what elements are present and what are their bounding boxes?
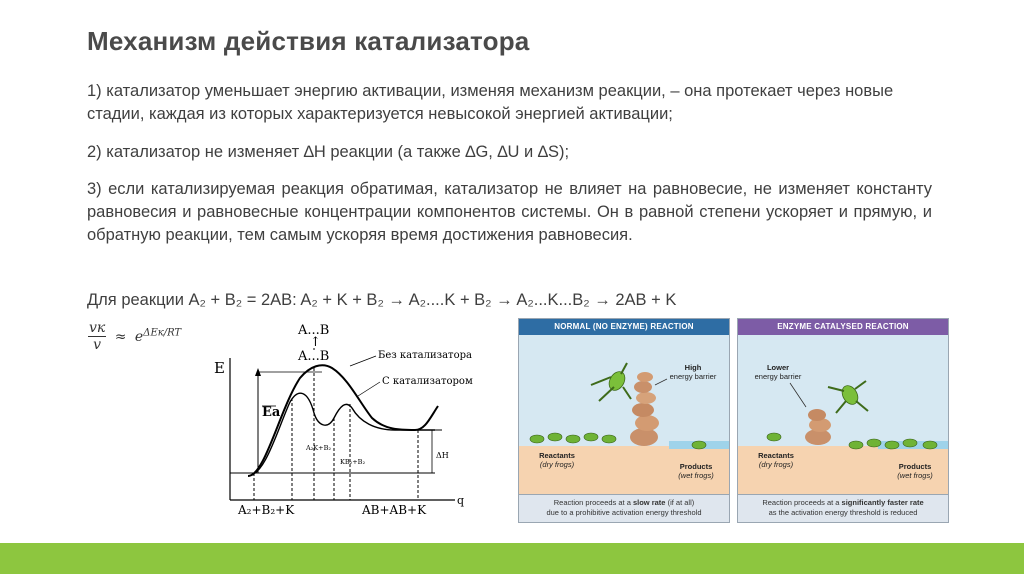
enzyme-reaction-panel [737,318,949,523]
paragraph-2: 2) катализатор не изменяет ∆H реакции (а также ∆G, ∆U и ∆S); [87,143,570,161]
exponential [135,329,181,345]
products-title: Products [898,462,932,471]
rock [637,372,653,382]
footer-text: Reaction proceeds at a [762,498,842,507]
reaction-scheme: Для реакции A₂ + B₂ = 2AB: A₂ + K + B₂ → A₂....K + B₂ → A₂...K...B₂ → 2AB + K [87,291,677,309]
footer-text: Reaction proceeds at a [553,498,633,507]
rock [632,403,654,417]
footer-text: as the activation energy threshold is reduced [768,508,918,517]
products-label [886,462,944,480]
reactants-title: Reactants [758,451,794,460]
slide-title: Механизм действия катализатора [87,26,530,56]
barrier-label-bold: High [684,363,702,372]
fraction-numerator: vк [89,320,106,336]
barrier-label-text: energy barrier [669,372,717,381]
products-sub: (wet frogs) [897,471,933,480]
y-axis-label: E [214,359,225,377]
curve-label-uncatalysed: Без катализатора [378,350,472,361]
curve-label-catalysed: С катализатором [382,376,473,387]
footer-bold: significantly faster rate [841,498,924,507]
panel-footer [519,494,729,522]
dry-frogs-icon [767,433,781,441]
enzyme-illustration [738,319,948,522]
top-arrow-glyph: ↑ [310,335,321,350]
label-leader [350,356,376,366]
exp-base: e [134,329,144,346]
paragraph-1: 1) катализатор уменьшает энергию активации, изменяя механизм реакции, – она протекает через новые стадии, каждая из которых характеризуется невысокой энергией активации; [87,82,894,123]
top-label-2: A...B [298,349,330,364]
intermediate-1: A₂K+B₂ [306,444,331,452]
reactants-sub: (dry frogs) [539,460,575,469]
barrier-label [667,363,719,381]
reactants-label [746,451,806,469]
products-title: Products [679,462,713,471]
reactants-title: Reactants [539,451,575,460]
fraction-denominator: v [93,337,102,353]
products-label [667,462,725,480]
barrier-label-bold: Lower [766,363,790,372]
ea-label: Ea [262,405,281,420]
paragraph-3: 3) если катализируемая реакция обратимая, катализатор не влияет на равновесие, не изменяет константу равновесия и равновесные концентрации компонентов системы. Он в равной степени ускоряет и прямую, и обратную реакции, тем самым ускоряя время достижения равновесия. [87,180,932,244]
approx-sign: ≈ [114,328,127,345]
panel-header: NORMAL (NO ENZYME) REACTION [519,319,729,335]
normal-illustration [519,319,729,522]
rate-fraction [88,320,106,353]
jumping-frog-icon [828,381,868,413]
barrier-pointer [790,383,806,407]
rock [635,415,659,431]
panel-header: ENZYME CATALYSED REACTION [738,319,948,335]
top-label-1: A...B [298,323,330,338]
reactants-sub: (dry frogs) [758,460,794,469]
label-leader [358,382,380,396]
wet-frog-icon [692,441,706,449]
normal-reaction-panel [518,318,730,523]
dh-label: ΔH [436,451,449,460]
footer-text: due to a prohibitive activation energy threshold [546,508,702,517]
reactants-label [527,451,587,469]
energy-diagram [210,318,475,518]
exp-power: ΔEк/RT [143,327,182,339]
footer-bold: slow rate [632,498,666,507]
x-axis-label: q [457,494,465,507]
barrier-label-text: energy barrier [754,372,802,381]
end-label: AB+AB+K [362,503,427,517]
barrier-pointer [655,379,667,385]
barrier-label [748,363,808,381]
rock [634,381,652,393]
products-sub: (wet frogs) [678,471,714,480]
rock [636,392,656,404]
footer-accent-bar [0,543,1024,574]
rate-formula [88,320,181,353]
start-label: A₂+B₂+K [238,503,295,517]
dry-frogs-icon [530,433,616,443]
intermediate-2: KB₂+B₂ [340,458,366,466]
jumping-frog-icon [591,363,631,401]
rock [808,409,826,421]
panel-footer [738,494,948,522]
footer-text: (if at all) [665,498,695,507]
